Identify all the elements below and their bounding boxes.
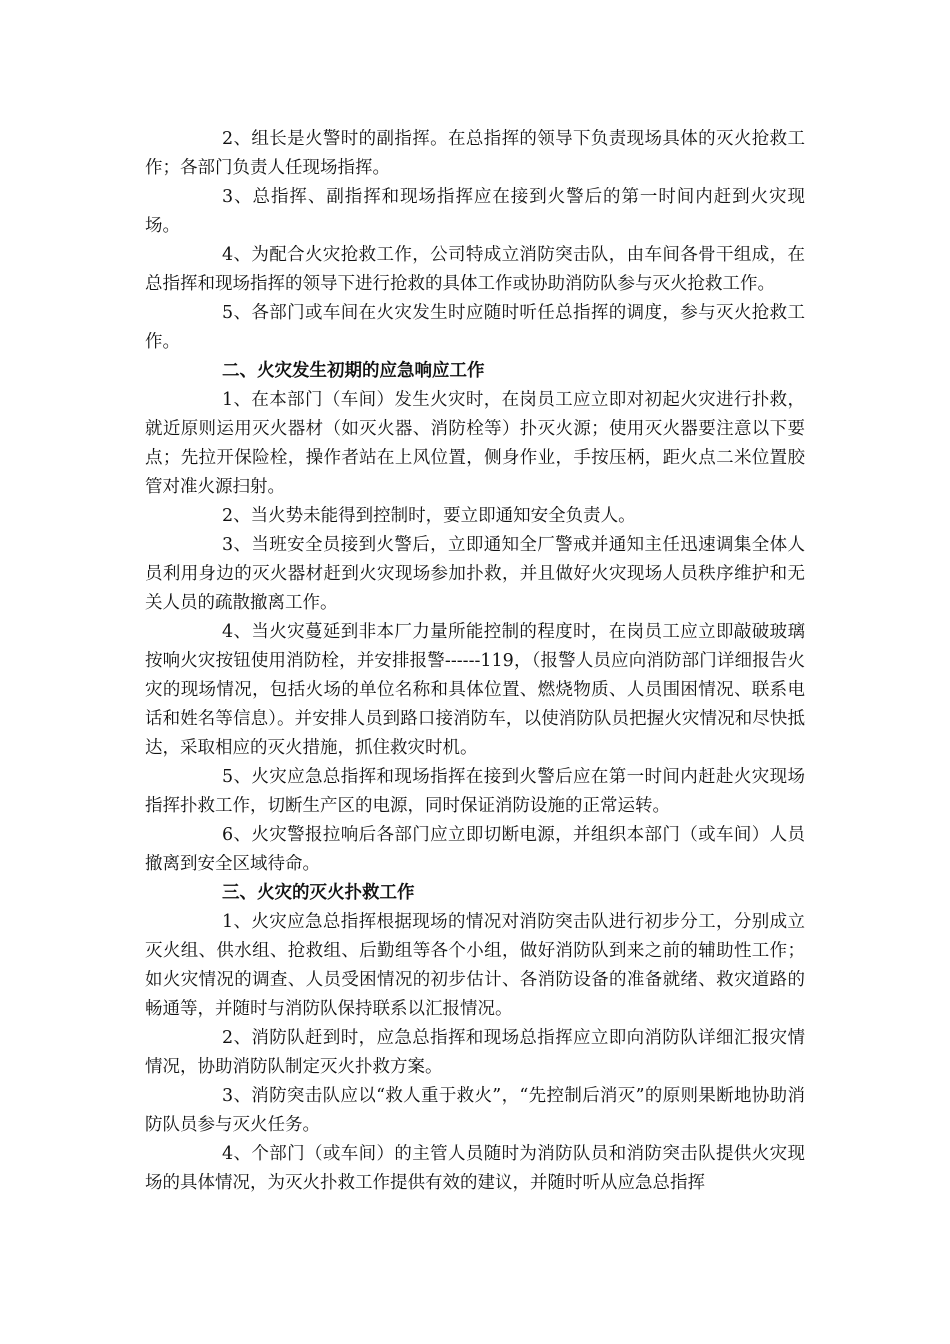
paragraph: 4、个部门（或车间）的主管人员随时为消防队员和消防突击队提供火灾现场的具体情况，为灭火扑救工作提供有效的建议，并随时听从应急总指挥 xyxy=(145,1144,805,1193)
paragraph: 1、火灾应急总指挥根据现场的情况对消防突击队进行初步分工，分别成立灭火组、供水组、抢救组、后勤组等各个小组，做好消防队到来之前的辅助性工作；如火灾情况的调查、人员受困情况的初步估计、各消防设备的准备就绪、救灾道路的畅通等，并随时与消防队保持联系以汇报情况。 xyxy=(145,912,805,1019)
document-body xyxy=(145,125,805,1198)
paragraph: 3、总指挥、副指挥和现场指挥应在接到火警后的第一时间内赶到火灾现场。 xyxy=(145,187,805,236)
paragraph: 1、在本部门（车间）发生火灾时，在岗员工应立即对初起火灾进行扑救，就近原则运用灭火器材（如灭火器、消防栓等）扑灭火源；使用灭火器要注意以下要点；先拉开保险栓，操作者站在上风位置，侧身作业，手按压柄，距火点二米位置胶管对准火源扫射。 xyxy=(145,390,805,497)
section-heading: 三、火灾的灭火扑救工作 xyxy=(222,883,415,903)
paragraph: 5、火灾应急总指挥和现场指挥在接到火警后应在第一时间内赶赴火灾现场指挥扑救工作，切断生产区的电源，同时保证消防设施的正常运转。 xyxy=(145,767,805,816)
paragraph: 2、当火势未能得到控制时，要立即通知安全负责人。 xyxy=(222,506,636,526)
paragraph: 2、组长是火警时的副指挥。在总指挥的领导下负责现场具体的灭火抢救工作；各部门负责人任现场指挥。 xyxy=(145,129,805,178)
paragraph: 5、各部门或车间在火灾发生时应随时听任总指挥的调度，参与灭火抢救工作。 xyxy=(145,303,805,352)
section-heading: 二、火灾发生初期的应急响应工作 xyxy=(222,361,485,381)
paragraph: 3、当班安全员接到火警后，立即通知全厂警戒并通知主任迅速调集全体人员利用身边的灭火器材赶到火灾现场参加扑救，并且做好火灾现场人员秩序维护和无关人员的疏散撤离工作。 xyxy=(145,535,805,613)
paragraph: 3、消防突击队应以“救人重于救火”，“先控制后消灭”的原则果断地协助消防队员参与灭火任务。 xyxy=(145,1086,805,1135)
paragraph: 2、消防队赶到时，应急总指挥和现场总指挥应立即向消防队详细汇报灾情情况，协助消防队制定灭火扑救方案。 xyxy=(145,1028,805,1077)
paragraph: 6、火灾警报拉响后各部门应立即切断电源，并组织本部门（或车间）人员撤离到安全区域待命。 xyxy=(145,825,805,874)
paragraph: 4、当火灾蔓延到非本厂力量所能控制的程度时，在岗员工应立即敲破玻璃按响火灾按钮使用消防栓，并安排报警------119，（报警人员应向消防部门详细报告火灾的现场情况，包括火场的单位名称和具体位置、燃烧物质、人员围困情况、联系电话和姓名等信息）。并安排人员到路口接消防车，以使消防队员把握火灾情况和尽快抵达，采取相应的灭火措施，抓住救灾时机。 xyxy=(145,622,805,758)
paragraph: 4、为配合火灾抢救工作，公司特成立消防突击队，由车间各骨干组成，在总指挥和现场指挥的领导下进行抢救的具体工作或协助消防队参与灭火抢救工作。 xyxy=(145,245,805,294)
